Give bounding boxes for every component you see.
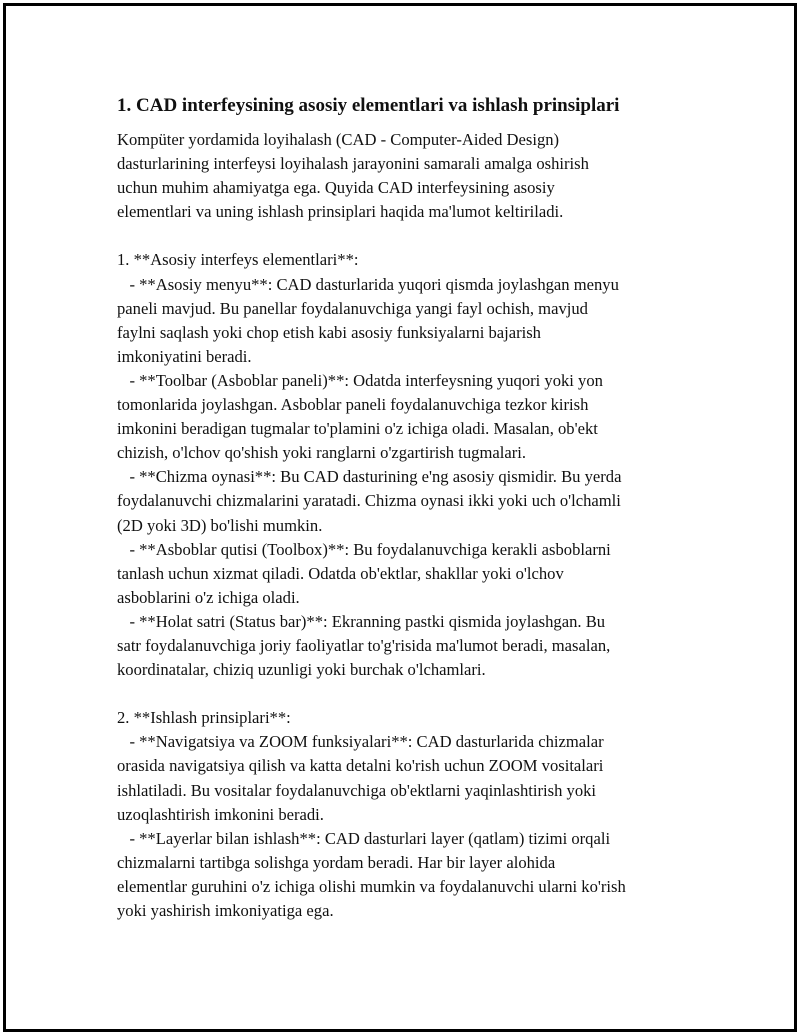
text-line: (2D yoki 3D) bo'lishi mumkin. (117, 515, 323, 535)
text-line: - **Chizma oynasi**: Bu CAD dasturining e'ng asosiy qismidir. Bu yerda (117, 467, 622, 487)
text-line: chizmalarni tartibga solishga yordam beradi. Har bir layer alohida (117, 852, 556, 872)
text-line: asboblarini o'z ichiga oladi. (117, 587, 300, 607)
text-line: imkoniyatini beradi. (117, 346, 252, 366)
text-line: 2. **Ishlash prinsiplari**: (117, 708, 291, 728)
text-line: 1. **Asosiy interfeys elementlari**: (117, 250, 359, 270)
text-line: dasturlarining interfeysi loyihalash jarayonini samarali amalga oshirish (117, 154, 589, 174)
text-line: tanlash uchun xizmat qiladi. Odatda ob'ektlar, shakllar yoki o'lchov (117, 563, 564, 583)
text-line: tomonlarida joylashgan. Asboblar paneli foydalanuvchiga tezkor kirish (117, 395, 589, 415)
text-line: elementlar guruhini o'z ichiga olishi mumkin va foydalanuvchi ularni ko'rish (117, 876, 626, 896)
text-line: Kompüter yordamida loyihalash (CAD - Computer-Aided Design) (117, 130, 560, 149)
text-line: orasida navigatsiya qilish va katta detalni ko'rish uchun ZOOM vositalari (117, 756, 604, 776)
text-line: chizish, o'lchov qo'shish yoki ranglarni o'zgartirish tugmalari. (117, 443, 526, 463)
text-line: koordinatalar, chiziq uzunligi yoki burchak o'lchamlari. (117, 660, 486, 680)
text-line: yoki yashirish imkoniyatiga ega. (117, 901, 334, 920)
text-line: uchun muhim ahamiyatga ega. Quyida CAD interfeysining asosiy (117, 178, 555, 198)
text-line: uzoqlashtirish imkonini beradi. (117, 804, 324, 824)
text-line: paneli mavjud. Bu panellar foydalanuvchiga yangi fayl ochish, mavjud (117, 298, 588, 318)
blank-line (117, 682, 697, 706)
blank-line (117, 224, 697, 248)
text-line: imkonini beradigan tugmalar to'plamini o'z ichiga oladi. Masalan, ob'ekt (117, 419, 598, 439)
document-body (117, 93, 697, 923)
document-text (117, 128, 697, 923)
text-line: - **Asosiy menyu**: CAD dasturlarida yuqori qismda joylashgan menyu (117, 274, 619, 294)
text-line: ishlatiladi. Bu vositalar foydalanuvchiga ob'ektlarni yaqinlashtirish yoki (117, 780, 597, 800)
text-line: - **Toolbar (Asboblar paneli)**: Odatda interfeysning yuqori yoki yon (117, 370, 603, 390)
text-line: faylni saqlash yoki chop etish kabi asosiy funksiyalarni bajarish (117, 322, 541, 342)
text-line: - **Holat satri (Status bar)**: Ekranning pastki qismida joylashgan. Bu (117, 611, 606, 631)
text-line: - **Layerlar bilan ishlash**: CAD dasturlari layer (qatlam) tizimi orqali (117, 828, 611, 848)
text-line: elementlari va uning ishlash prinsiplari haqida ma'lumot keltiriladi. (117, 202, 564, 222)
text-line: satr foydalanuvchiga joriy faoliyatlar to'g'risida ma'lumot beradi, masalan, (117, 635, 611, 655)
text-line: - **Navigatsiya va ZOOM funksiyalari**: CAD dasturlarida chizmalar (117, 732, 604, 752)
document-title: 1. CAD interfeysining asosiy elementlari va ishlash prinsiplari (117, 95, 620, 116)
text-line: - **Asboblar qutisi (Toolbox)**: Bu foydalanuvchiga kerakli asboblarni (117, 539, 611, 559)
text-line: foydalanuvchi chizmalarini yaratadi. Chizma oynasi ikki yoki uch o'lchamli (117, 491, 621, 511)
